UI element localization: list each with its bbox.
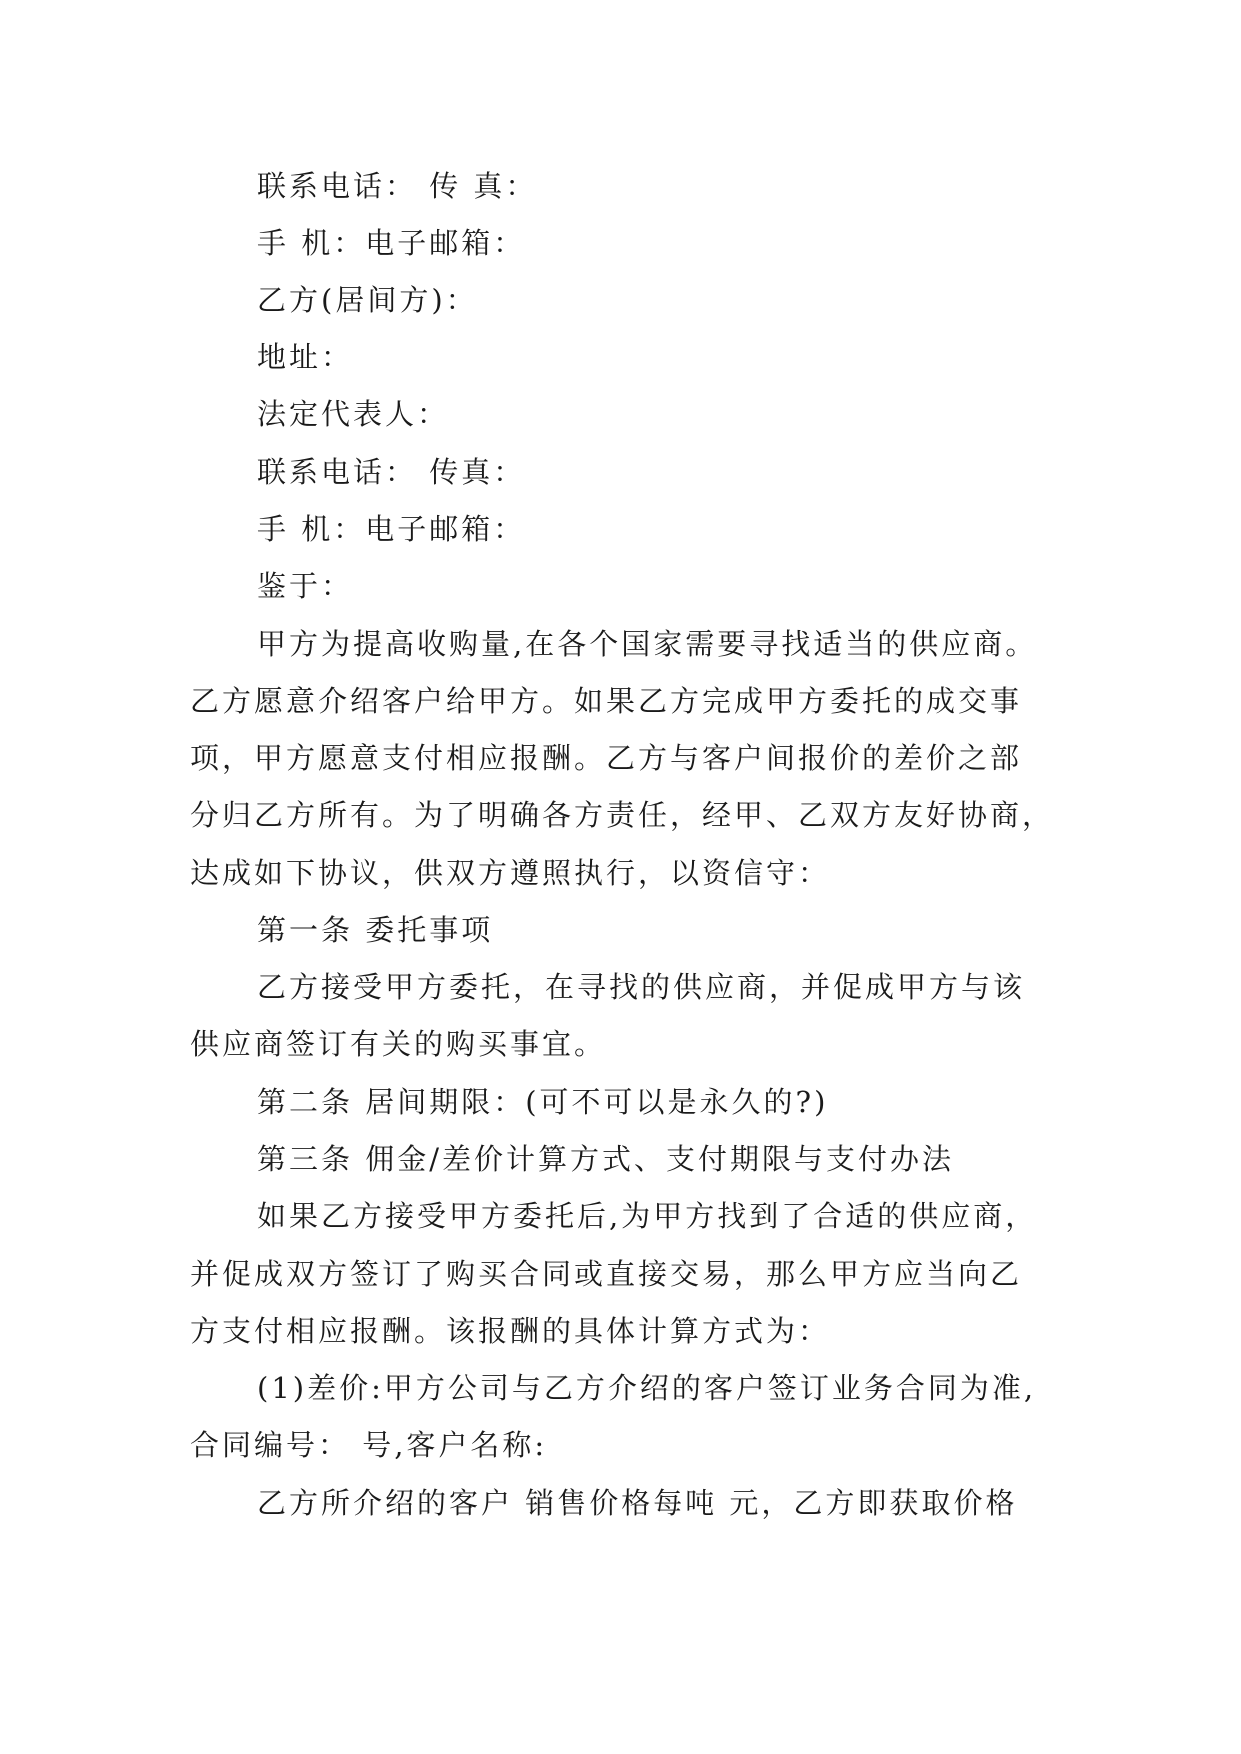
text-line: 法定代表人： xyxy=(257,397,450,431)
text-line: (1)差价:甲方公司与乙方介绍的客户签订业务合同为准, xyxy=(257,1371,1037,1405)
text-line: 地址： xyxy=(257,340,354,374)
text-line: 达成如下协议，供双方遵照执行，以资信守： xyxy=(190,856,831,890)
text-line: 甲方为提高收购量,在各个国家需要寻找适当的供应商。 xyxy=(257,627,1038,661)
text-line: 乙方(居间方)： xyxy=(257,283,478,317)
section-heading: 第三条 佣金/差价计算方式、支付期限与支付办法 xyxy=(257,1142,954,1176)
text-line: 供应商签订有关的购买事宜。 xyxy=(190,1027,607,1061)
text-line: 项，甲方愿意支付相应报酬。乙方与客户间报价的差价之部 xyxy=(190,741,1023,775)
text-line: 方支付相应报酬。该报酬的具体计算方式为： xyxy=(190,1314,831,1348)
text-line: 乙方所介绍的客户 销售价格每吨 元，乙方即获取价格 xyxy=(257,1486,1018,1520)
text-line: 手 机：电子邮箱： xyxy=(257,226,526,260)
text-line: 联系电话： 传 真： xyxy=(257,169,538,203)
text-line: 并促成双方签订了购买合同或直接交易，那么甲方应当向乙 xyxy=(190,1257,1023,1291)
text-line: 分归乙方所有。为了明确各方责任，经甲、乙双方友好协商， xyxy=(190,798,1055,832)
text-line: 合同编号： 号,客户名称: xyxy=(190,1428,548,1462)
section-heading: 第一条 委托事项 xyxy=(257,913,494,947)
text-line: 如果乙方接受甲方委托后,为甲方找到了合适的供应商， xyxy=(257,1199,1038,1233)
text-line: 鉴于： xyxy=(257,569,354,603)
text-line: 手 机：电子邮箱： xyxy=(257,512,526,546)
text-line: 乙方接受甲方委托，在寻找的供应商，并促成甲方与该 xyxy=(257,970,1026,1004)
text-line: 乙方愿意介绍客户给甲方。如果乙方完成甲方委托的成交事 xyxy=(190,684,1023,718)
text-line: 联系电话： 传真： xyxy=(257,455,526,489)
section-heading: 第二条 居间期限：(可不可以是永久的?) xyxy=(257,1085,829,1119)
